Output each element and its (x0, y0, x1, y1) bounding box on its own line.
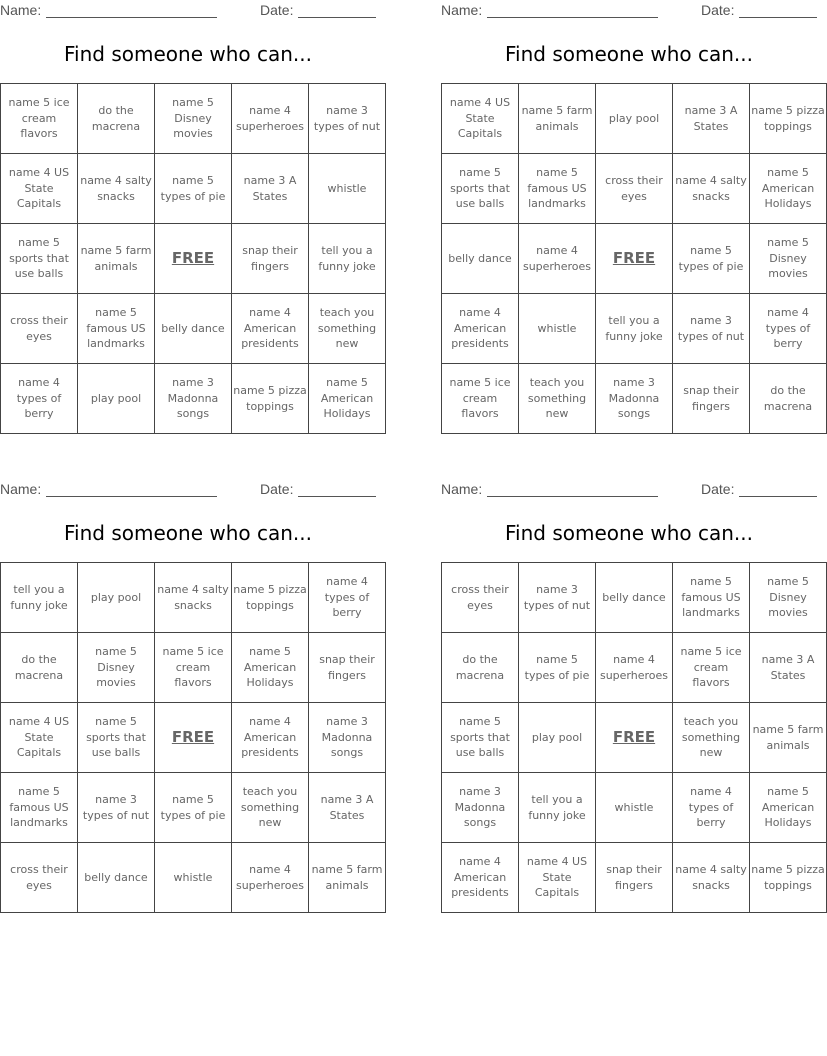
bingo-cell[interactable]: name 5 ice cream flavors (673, 633, 750, 703)
bingo-cell[interactable]: name 3 A States (673, 84, 750, 154)
bingo-cell[interactable]: name 5 farm animals (750, 703, 827, 773)
bingo-cell[interactable]: name 3 Madonna songs (309, 703, 386, 773)
bingo-cell[interactable]: name 5 farm animals (309, 843, 386, 913)
card-title: Find someone who can... (505, 521, 753, 545)
bingo-cell[interactable]: play pool (78, 364, 155, 434)
bingo-card-4 (441, 479, 825, 919)
bingo-cell[interactable]: name 5 types of pie (519, 633, 596, 703)
bingo-cell[interactable]: name 3 Madonna songs (596, 364, 673, 434)
bingo-cell[interactable]: name 5 Disney movies (750, 563, 827, 633)
bingo-cell[interactable]: teach you something new (673, 703, 750, 773)
date-label: Date: (701, 481, 735, 497)
bingo-cell[interactable]: cross their eyes (596, 154, 673, 224)
grid-row (1, 294, 386, 364)
grid-row (442, 843, 827, 913)
bingo-cell[interactable]: name 5 sports that use balls (442, 154, 519, 224)
bingo-cell[interactable]: name 4 US State Capitals (442, 84, 519, 154)
date-field[interactable] (298, 496, 376, 497)
bingo-cell[interactable]: name 5 pizza toppings (750, 84, 827, 154)
bingo-cell[interactable]: name 5 American Holidays (750, 154, 827, 224)
bingo-grid (441, 562, 827, 913)
bingo-cell[interactable]: play pool (78, 563, 155, 633)
grid-row (1, 563, 386, 633)
grid-row (442, 84, 827, 154)
grid-row (1, 224, 386, 294)
name-field[interactable] (487, 496, 658, 497)
bingo-cell[interactable]: name 5 types of pie (155, 154, 232, 224)
bingo-cell[interactable]: belly dance (442, 224, 519, 294)
bingo-cell[interactable]: name 5 famous US landmarks (1, 773, 78, 843)
date-field[interactable] (739, 17, 817, 18)
bingo-cell[interactable]: snap their fingers (673, 364, 750, 434)
bingo-cell[interactable]: name 5 Disney movies (750, 224, 827, 294)
bingo-cell[interactable]: name 3 Madonna songs (442, 773, 519, 843)
bingo-cell[interactable]: cross their eyes (442, 563, 519, 633)
grid-row (442, 154, 827, 224)
bingo-cell[interactable]: name 5 sports that use balls (78, 703, 155, 773)
bingo-cell[interactable]: tell you a funny joke (309, 224, 386, 294)
bingo-cell[interactable]: name 4 salty snacks (673, 154, 750, 224)
bingo-cell[interactable]: snap their fingers (309, 633, 386, 703)
bingo-cell[interactable]: name 5 Disney movies (78, 633, 155, 703)
grid-row (442, 703, 827, 773)
card-title: Find someone who can... (64, 42, 312, 66)
card-header (441, 2, 817, 20)
bingo-cell[interactable]: do the macrena (442, 633, 519, 703)
bingo-cell[interactable]: name 4 American presidents (442, 294, 519, 364)
bingo-cell[interactable]: name 5 famous US landmarks (673, 563, 750, 633)
bingo-cell[interactable]: name 4 superheroes (232, 843, 309, 913)
bingo-cell[interactable]: name 4 US State Capitals (1, 154, 78, 224)
bingo-cell[interactable]: name 4 superheroes (232, 84, 309, 154)
bingo-cell[interactable]: name 5 types of pie (673, 224, 750, 294)
bingo-cell[interactable]: name 4 American presidents (442, 843, 519, 913)
bingo-cell[interactable]: name 5 ice cream flavors (1, 84, 78, 154)
bingo-cell[interactable]: name 5 sports that use balls (1, 224, 78, 294)
name-label: Name: (0, 2, 42, 18)
name-field[interactable] (46, 496, 217, 497)
bingo-cell[interactable]: name 5 farm animals (519, 84, 596, 154)
bingo-cell[interactable]: name 5 types of pie (155, 773, 232, 843)
bingo-cell[interactable]: name 3 A States (309, 773, 386, 843)
grid-row (1, 154, 386, 224)
bingo-cell[interactable]: teach you something new (519, 364, 596, 434)
grid-row (1, 703, 386, 773)
bingo-cell[interactable]: name 3 A States (750, 633, 827, 703)
bingo-cell[interactable]: tell you a funny joke (596, 294, 673, 364)
date-field[interactable] (739, 496, 817, 497)
bingo-cell[interactable]: teach you something new (232, 773, 309, 843)
bingo-cell[interactable]: name 5 ice cream flavors (155, 633, 232, 703)
grid-row (1, 364, 386, 434)
grid-row (1, 773, 386, 843)
grid-row (442, 364, 827, 434)
grid-row (1, 633, 386, 703)
bingo-cell[interactable]: whistle (155, 843, 232, 913)
bingo-card-1 (0, 0, 381, 440)
bingo-cell[interactable]: do the macrena (750, 364, 827, 434)
bingo-cell[interactable]: name 5 pizza toppings (750, 843, 827, 913)
bingo-grid (0, 83, 386, 434)
bingo-cell[interactable]: name 5 Disney movies (155, 84, 232, 154)
bingo-cell[interactable]: name 4 salty snacks (78, 154, 155, 224)
bingo-cell[interactable]: name 4 types of berry (750, 294, 827, 364)
name-label: Name: (0, 481, 42, 497)
bingo-cell[interactable]: tell you a funny joke (519, 773, 596, 843)
bingo-cell[interactable]: name 5 pizza toppings (232, 364, 309, 434)
bingo-cell[interactable]: play pool (596, 84, 673, 154)
card-header (0, 481, 376, 499)
name-field[interactable] (487, 17, 658, 18)
card-header (0, 2, 376, 20)
bingo-cell[interactable]: whistle (309, 154, 386, 224)
card-title: Find someone who can... (505, 42, 753, 66)
bingo-card-2 (441, 0, 825, 440)
bingo-card-3 (0, 479, 383, 919)
bingo-grid (0, 562, 386, 913)
bingo-cell[interactable]: cross their eyes (1, 843, 78, 913)
grid-row (442, 773, 827, 843)
card-title: Find someone who can... (64, 521, 312, 545)
bingo-cell[interactable]: snap their fingers (596, 843, 673, 913)
name-label: Name: (441, 481, 483, 497)
bingo-cell[interactable]: name 4 US State Capitals (519, 843, 596, 913)
bingo-cell[interactable]: belly dance (596, 563, 673, 633)
bingo-grid (441, 83, 827, 434)
bingo-cell[interactable]: whistle (596, 773, 673, 843)
bingo-cell[interactable]: name 4 American presidents (232, 294, 309, 364)
grid-row (442, 294, 827, 364)
bingo-cell[interactable]: do the macrena (78, 84, 155, 154)
bingo-cell[interactable]: tell you a funny joke (1, 563, 78, 633)
date-field[interactable] (298, 17, 376, 18)
bingo-cell[interactable]: name 4 salty snacks (673, 843, 750, 913)
date-label: Date: (701, 2, 735, 18)
free-space[interactable]: FREE (155, 703, 232, 773)
grid-row (442, 633, 827, 703)
bingo-cell[interactable]: name 3 types of nut (519, 563, 596, 633)
bingo-cell[interactable]: name 5 famous US landmarks (519, 154, 596, 224)
free-space[interactable]: FREE (155, 224, 232, 294)
bingo-cell[interactable]: name 5 American Holidays (232, 633, 309, 703)
bingo-cell[interactable]: name 3 A States (232, 154, 309, 224)
bingo-cell[interactable]: name 3 types of nut (78, 773, 155, 843)
name-field[interactable] (46, 17, 217, 18)
bingo-cell[interactable]: belly dance (78, 843, 155, 913)
bingo-cell[interactable]: name 4 US State Capitals (1, 703, 78, 773)
date-label: Date: (260, 2, 294, 18)
bingo-cell[interactable]: name 4 American presidents (232, 703, 309, 773)
bingo-cell[interactable]: snap their fingers (232, 224, 309, 294)
bingo-cell[interactable]: name 4 types of berry (1, 364, 78, 434)
bingo-cell[interactable]: name 4 superheroes (519, 224, 596, 294)
bingo-cell[interactable]: cross their eyes (1, 294, 78, 364)
bingo-cell[interactable]: name 5 famous US landmarks (78, 294, 155, 364)
bingo-cell[interactable]: name 4 types of berry (309, 563, 386, 633)
date-label: Date: (260, 481, 294, 497)
bingo-cell[interactable]: name 3 Madonna songs (155, 364, 232, 434)
grid-row (1, 843, 386, 913)
free-space[interactable]: FREE (596, 224, 673, 294)
card-header (441, 481, 817, 499)
grid-row (442, 224, 827, 294)
free-space[interactable]: FREE (596, 703, 673, 773)
bingo-cell[interactable]: name 5 pizza toppings (232, 563, 309, 633)
bingo-cell[interactable]: name 5 ice cream flavors (442, 364, 519, 434)
bingo-cell[interactable]: name 5 American Holidays (309, 364, 386, 434)
bingo-cell[interactable]: name 5 sports that use balls (442, 703, 519, 773)
grid-row (442, 563, 827, 633)
bingo-cell[interactable]: belly dance (155, 294, 232, 364)
bingo-cell[interactable]: name 5 American Holidays (750, 773, 827, 843)
bingo-cell[interactable]: play pool (519, 703, 596, 773)
bingo-cell[interactable]: name 4 salty snacks (155, 563, 232, 633)
name-label: Name: (441, 2, 483, 18)
bingo-cell[interactable]: name 5 farm animals (78, 224, 155, 294)
grid-row (1, 84, 386, 154)
bingo-cell[interactable]: whistle (519, 294, 596, 364)
bingo-cell[interactable]: name 3 types of nut (673, 294, 750, 364)
bingo-cell[interactable]: teach you something new (309, 294, 386, 364)
bingo-cell[interactable]: name 3 types of nut (309, 84, 386, 154)
bingo-cell[interactable]: do the macrena (1, 633, 78, 703)
bingo-cell[interactable]: name 4 superheroes (596, 633, 673, 703)
bingo-cell[interactable]: name 4 types of berry (673, 773, 750, 843)
